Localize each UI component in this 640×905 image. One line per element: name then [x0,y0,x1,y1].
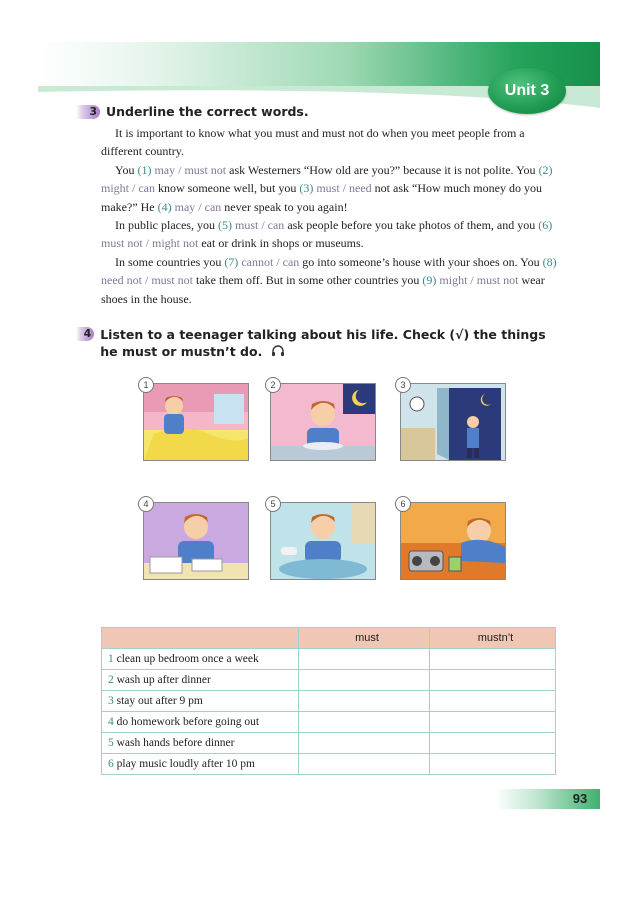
section-3-heading [76,104,309,119]
section-3-passage [101,124,557,308]
blank-2: (2) [538,162,553,177]
activity-text: do homework before going out [113,716,260,728]
table-header-activity [102,628,299,649]
mustnt-check-cell[interactable] [430,649,556,670]
text: know someone well, but you [155,181,300,196]
passage-paragraph-4 [101,253,557,308]
blank-7: (7) [224,254,239,269]
text: wear shoes in the house. [101,273,545,306]
section-3-number: 3 [76,105,100,119]
mustnt-check-cell[interactable] [430,691,556,712]
text: never speak to you again! [221,199,348,214]
option-2[interactable]: might / can [101,181,155,196]
passage-paragraph-3 [101,216,557,253]
blank-8: (8) [542,254,557,269]
section-4-heading [76,326,560,360]
section-4-number: 4 [76,327,94,341]
activity-cell [102,691,299,712]
mustnt-check-cell[interactable] [430,670,556,691]
blank-4: (4) [157,199,172,214]
activity-text: clean up bedroom once a week [113,653,259,665]
text: In public places, you [115,218,218,233]
table-header-row [102,628,556,649]
row-number: 3 [108,695,114,707]
table-header-mustnt: mustn’t [430,628,556,649]
mustnt-check-cell[interactable] [430,712,556,733]
table-row [102,712,556,733]
section-4-title [100,326,560,360]
activity-cell [102,649,299,670]
activity-cell [102,733,299,754]
mustnt-check-cell[interactable] [430,754,556,775]
picture-3 [400,383,506,461]
headphones-icon[interactable] [271,345,285,357]
option-6[interactable]: must not / might not [101,236,199,251]
activity-text: wash up after dinner [113,674,211,686]
must-check-cell[interactable] [299,649,430,670]
text: eat or drink in shops or museums. [198,236,364,251]
activity-cell [102,670,299,691]
picture-5 [270,502,376,580]
row-number: 5 [108,737,114,749]
must-check-cell[interactable] [299,754,430,775]
text: You [115,162,138,177]
must-check-cell[interactable] [299,733,430,754]
picture-3-number: 3 [395,377,411,393]
text: go into someone’s house with your shoes on. You [299,254,543,269]
text: ask people before you take photos of them, and you [284,218,539,233]
picture-6-number: 6 [395,496,411,512]
row-number: 1 [108,653,114,665]
picture-1-number: 1 [138,377,154,393]
text: not ask “How much money do you make?” He [101,181,542,214]
picture-4-number: 4 [138,496,154,512]
option-7[interactable]: cannot / can [238,254,300,269]
activity-text: play music loudly after 10 pm [113,758,255,770]
must-mustnt-table [101,627,556,775]
table-row [102,691,556,712]
picture-6 [400,502,506,580]
blank-3: (3) [299,181,314,196]
option-3[interactable]: must / need [313,181,372,196]
table-row [102,649,556,670]
page-number: 93 [572,791,588,806]
picture-1 [143,383,249,461]
option-8[interactable]: need not / must not [101,273,193,288]
picture-5-number: 5 [265,496,281,512]
blank-6: (6) [538,218,553,233]
text: In some countries you [115,254,225,269]
passage-intro: It is important to know what you must and must not do when you meet people from a different country. [101,126,525,159]
passage-paragraph-2 [101,161,557,216]
table-row [102,754,556,775]
must-check-cell[interactable] [299,670,430,691]
blank-9: (9) [422,273,437,288]
option-9[interactable]: might / must not [436,273,519,288]
table-header-must: must [299,628,430,649]
picture-2-number: 2 [265,377,281,393]
table-row [102,670,556,691]
picture-2 [270,383,376,461]
text: take them off. But in some other countries you [193,273,423,288]
option-5[interactable]: must / can [231,218,285,233]
option-1[interactable]: may / must not [151,162,227,177]
must-check-cell[interactable] [299,691,430,712]
table-row [102,733,556,754]
row-number: 2 [108,674,114,686]
mustnt-check-cell[interactable] [430,733,556,754]
activity-text: stay out after 9 pm [113,695,203,707]
picture-4 [143,502,249,580]
row-number: 6 [108,758,114,770]
option-4[interactable]: may / can [171,199,222,214]
blank-5: (5) [217,218,232,233]
must-check-cell[interactable] [299,712,430,733]
activity-cell [102,754,299,775]
section-4-title-text: Listen to a teenager talking about his life. Check (√) the things he must or mustn’t do. [100,327,546,359]
text: ask Westerners “How old are you?” because it is not polite. You [226,162,539,177]
activity-cell [102,712,299,733]
activity-text: wash hands before dinner [113,737,235,749]
section-3-title: Underline the correct words. [106,104,309,119]
unit-badge: Unit 3 [488,68,566,114]
blank-1: (1) [137,162,152,177]
row-number: 4 [108,716,114,728]
